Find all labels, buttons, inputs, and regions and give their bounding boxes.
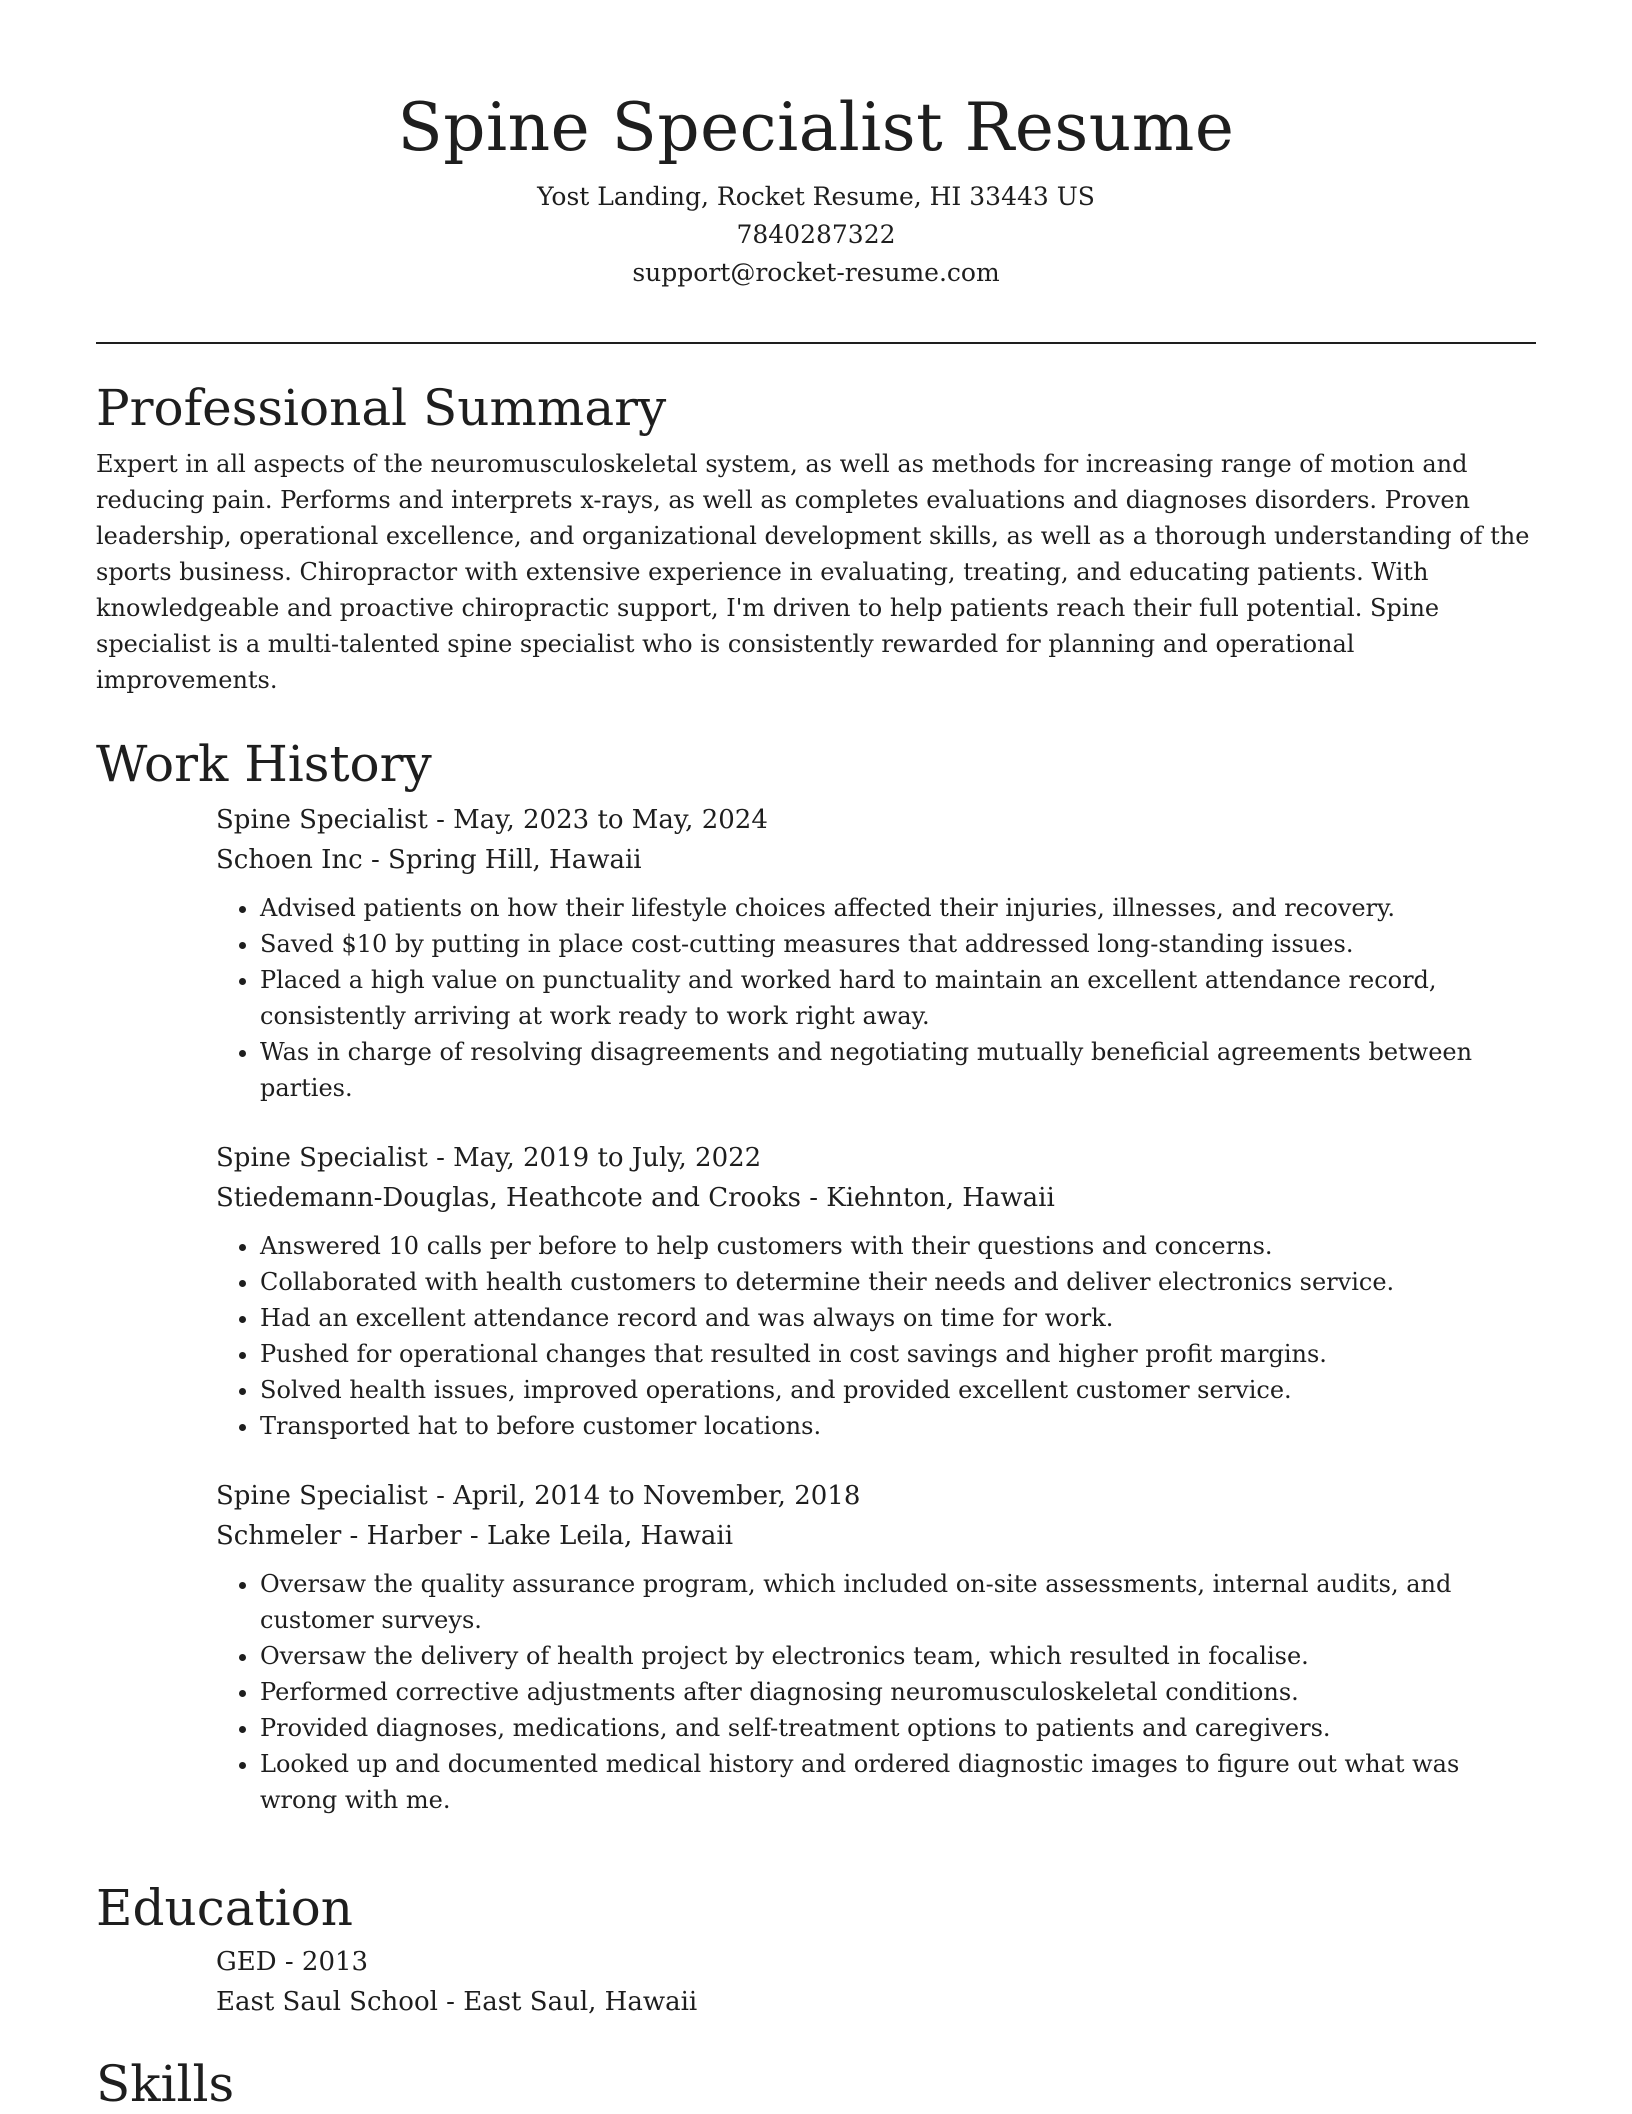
job-entry (216, 1476, 1536, 1818)
work-history-heading: Work History (96, 735, 432, 793)
job-title-line: Spine Specialist - May, 2019 to July, 2022 (216, 1143, 762, 1173)
job-list (216, 800, 1536, 1818)
job-company-line: Stiedemann-Douglas, Heathcote and Crooks - Kiehnton, Hawaii (216, 1183, 1055, 1213)
job-bullets (216, 1228, 1536, 1444)
header-divider (96, 342, 1536, 344)
education-heading: Education (96, 1879, 353, 1937)
education-section (96, 1878, 1536, 2022)
job-title-line: Spine Specialist - April, 2014 to November, 2018 (216, 1481, 861, 1511)
job-bullet: • Was in charge of resolving disagreements and negotiating mutually beneficial agreements between parties. (260, 1034, 1536, 1106)
contact-address: Yost Landing, Rocket Resume, HI 33443 US (537, 182, 1095, 211)
job-bullet: • Placed a high value on punctuality and worked hard to maintain an excellent attendance record, consistently arriving at work ready to work right away. (260, 962, 1536, 1034)
job-bullet: • Transported hat to before customer locations. (260, 1408, 1536, 1444)
contact-block (0, 178, 1632, 292)
job-company-line: Schoen Inc - Spring Hill, Hawaii (216, 845, 642, 875)
job-bullet: • Looked up and documented medical history and ordered diagnostic images to figure out what was wrong with me. (260, 1746, 1536, 1818)
job-entry (216, 800, 1536, 1106)
job-company-line: Schmeler - Harber - Lake Leila, Hawaii (216, 1521, 734, 1551)
job-title-line: Spine Specialist - May, 2023 to May, 2024 (216, 805, 768, 835)
job-bullet: • Pushed for operational changes that resulted in cost savings and higher profit margins. (260, 1336, 1536, 1372)
job-bullet: • Advised patients on how their lifestyle choices affected their injuries, illnesses, and recovery. (260, 890, 1536, 926)
job-bullets (216, 1566, 1536, 1818)
job-bullet: • Answered 10 calls per before to help customers with their questions and concerns. (260, 1228, 1536, 1264)
job-bullet: • Oversaw the delivery of health project by electronics team, which resulted in focalise. (260, 1638, 1536, 1674)
summary-heading: Professional Summary (96, 379, 667, 437)
contact-phone: 7840287322 (736, 220, 896, 249)
skills-section (96, 2054, 1536, 2114)
job-bullets (216, 890, 1536, 1106)
summary-section (96, 378, 1536, 698)
contact-email: support@rocket-resume.com (632, 258, 1000, 287)
page-title: Spine Specialist Resume (397, 89, 1235, 166)
job-bullet: • Performed corrective adjustments after diagnosing neuromusculoskeletal conditions. (260, 1674, 1536, 1710)
education-entry (216, 1942, 1536, 2022)
skills-heading: Skills (96, 2055, 235, 2113)
summary-text: Expert in all aspects of the neuromusculoskeletal system, as well as methods for increasing range of motion and reducing pain. Performs and interprets x-rays, as well as completes evaluations and diagnoses disorders. Proven leadership, operational excellence, and organizational development skills, as well as a thorough understanding of the sports business. Chiropractor with extensive experience in evaluating, treating, and educating patients. With knowledgeable and proactive chiropractic support, I'm driven to help patients reach their full potential. Spine specialist is a multi-talented spine specialist who is consistently rewarded for planning and operational improvements. (96, 450, 1530, 694)
job-bullet: • Oversaw the quality assurance program, which included on-site assessments, internal audits, and customer surveys. (260, 1566, 1536, 1638)
job-entry (216, 1138, 1536, 1444)
work-history-section (96, 734, 1536, 1818)
job-bullet: • Provided diagnoses, medications, and self-treatment options to patients and caregivers. (260, 1710, 1536, 1746)
job-bullet: • Had an excellent attendance record and was always on time for work. (260, 1300, 1536, 1336)
resume-header (0, 0, 1632, 292)
job-bullet: • Collaborated with health customers to determine their needs and deliver electronics service. (260, 1264, 1536, 1300)
job-bullet: • Solved health issues, improved operations, and provided excellent customer service. (260, 1372, 1536, 1408)
job-bullet: • Saved $10 by putting in place cost-cutting measures that addressed long-standing issues. (260, 926, 1536, 962)
education-school-line: East Saul School - East Saul, Hawaii (216, 1987, 698, 2017)
education-degree-line: GED - 2013 (216, 1947, 369, 1977)
